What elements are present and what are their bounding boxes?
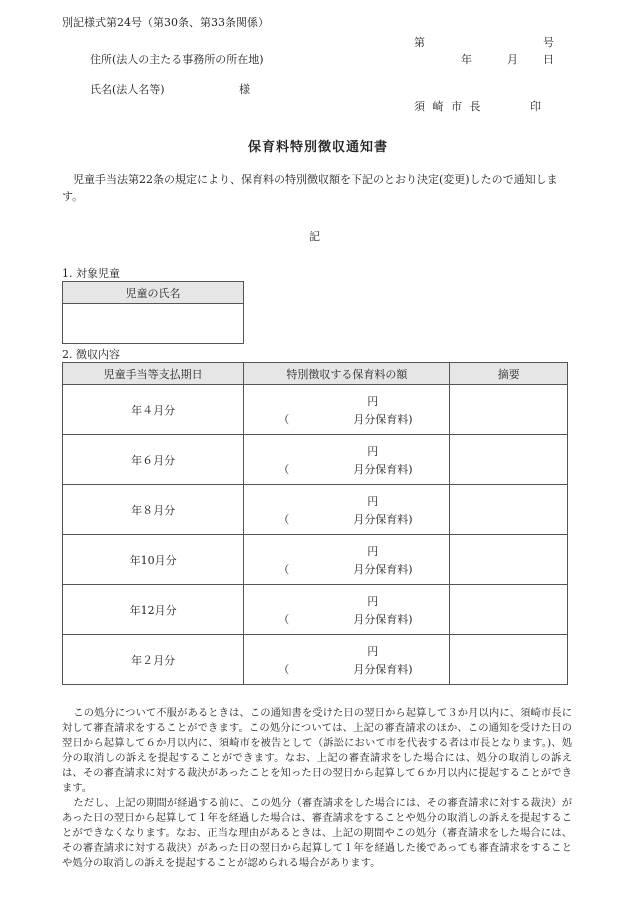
yen-unit: 円 xyxy=(367,645,379,658)
ki-mark: 記 xyxy=(309,230,320,243)
section-collection-heading: 2. 徴収内容 xyxy=(62,348,120,361)
target-child-table xyxy=(62,281,244,344)
yen-unit: 円 xyxy=(367,545,379,558)
remarks-cell xyxy=(450,635,568,685)
payment-period: 年６月分 xyxy=(63,435,244,485)
payment-period: 年８月分 xyxy=(63,485,244,535)
amount-cell xyxy=(244,585,450,635)
collection-table xyxy=(62,362,568,685)
amount-cell xyxy=(244,485,450,535)
month-fee-label: 月分保育料) xyxy=(353,563,413,576)
name-label: 氏名(法人名等) xyxy=(90,83,165,96)
table-row xyxy=(63,385,568,435)
seal-mark: 印 xyxy=(530,100,541,113)
appeal-paragraph: この処分について不服があるときは、この通知書を受けた日の翌日から起算して３か月以内に、須崎市長に対して審査請求をすることができます。この処分については、上記の審査請求のほか、この通知を受けた日の翌日から起算して６か月以内に、須崎市を被告として（訴訟において市を代表する者は市長となります。)、処分の取消しの訴えを提起することができます。なお、上記の審査請求をした場合には、処分の取消しの訴えは、その審査請求に対する裁決があったことを知った日の翌日から起算して６か月以内に提起することができます。 xyxy=(62,707,572,794)
yen-unit: 円 xyxy=(367,445,379,458)
table-row xyxy=(63,635,568,685)
remarks-header: 摘要 xyxy=(450,363,568,385)
payment-period: 年12月分 xyxy=(63,585,244,635)
open-paren: （ xyxy=(278,563,290,576)
payment-period: 年４月分 xyxy=(63,385,244,435)
yen-unit: 円 xyxy=(367,395,379,408)
amount-cell xyxy=(244,435,450,485)
appeal-paragraph: ただし、上記の期間が経過する前に、この処分（審査請求をした場合には、その審査請求に対する裁決）があった日の翌日から起算して１年を経過した場合は、審査請求をすることや処分の取消しの訴えを提起することができなくなります。なお、正当な理由があるときは、上記の期間やこの処分（審査請求をした場合には、その審査請求に対する裁決）があった日の翌日から起算して１年を経過した後であっても審査請求をすることや処分の取消しの訴えを提起することが認められる場合があります。 xyxy=(62,797,572,869)
open-paren: （ xyxy=(278,413,290,426)
child-name-header: 児童の氏名 xyxy=(63,282,244,304)
amount-header: 特別徴収する保育料の額 xyxy=(244,363,450,385)
date-month: 月 xyxy=(507,53,518,66)
date-day: 日 xyxy=(543,53,554,66)
section-target-child-heading: 1. 対象児童 xyxy=(62,267,120,280)
remarks-cell xyxy=(450,435,568,485)
month-fee-label: 月分保育料) xyxy=(353,613,413,626)
address-label: 住所(法人の主たる事務所の所在地) xyxy=(90,53,264,66)
remarks-cell xyxy=(450,585,568,635)
month-fee-label: 月分保育料) xyxy=(353,463,413,476)
amount-cell xyxy=(244,635,450,685)
payment-period: 年２月分 xyxy=(63,635,244,685)
open-paren: （ xyxy=(278,613,290,626)
month-fee-label: 月分保育料) xyxy=(353,413,413,426)
yen-unit: 円 xyxy=(367,495,379,508)
honorific: 様 xyxy=(239,83,250,96)
child-name-cell xyxy=(63,304,244,344)
yen-unit: 円 xyxy=(367,595,379,608)
form-id: 別記様式第24号（第30条、第33条関係） xyxy=(62,16,269,29)
month-fee-label: 月分保育料) xyxy=(353,513,413,526)
date-year: 年 xyxy=(461,53,472,66)
table-row xyxy=(63,435,568,485)
intro-text: 児童手当法第22条の規定により、保育料の特別徴収額を下記のとおり決定(変更)したので通知します。 xyxy=(62,173,558,203)
document-number-suffix: 号 xyxy=(543,36,554,49)
amount-cell xyxy=(244,385,450,435)
table-row xyxy=(63,535,568,585)
remarks-cell xyxy=(450,485,568,535)
payment-period: 年10月分 xyxy=(63,535,244,585)
remarks-cell xyxy=(450,385,568,435)
table-row xyxy=(63,485,568,535)
issuer-city-mayor: 須 崎 市 長 xyxy=(414,100,483,113)
document-number-prefix: 第 xyxy=(414,36,425,49)
open-paren: （ xyxy=(278,513,290,526)
amount-cell xyxy=(244,535,450,585)
payment-date-header: 児童手当等支払期日 xyxy=(63,363,244,385)
month-fee-label: 月分保育料) xyxy=(353,663,413,676)
remarks-cell xyxy=(450,535,568,585)
appeal-instructions xyxy=(62,706,572,871)
table-row xyxy=(63,585,568,635)
open-paren: （ xyxy=(278,463,290,476)
open-paren: （ xyxy=(278,663,290,676)
document-title: 保育料特別徴収通知書 xyxy=(248,140,389,155)
